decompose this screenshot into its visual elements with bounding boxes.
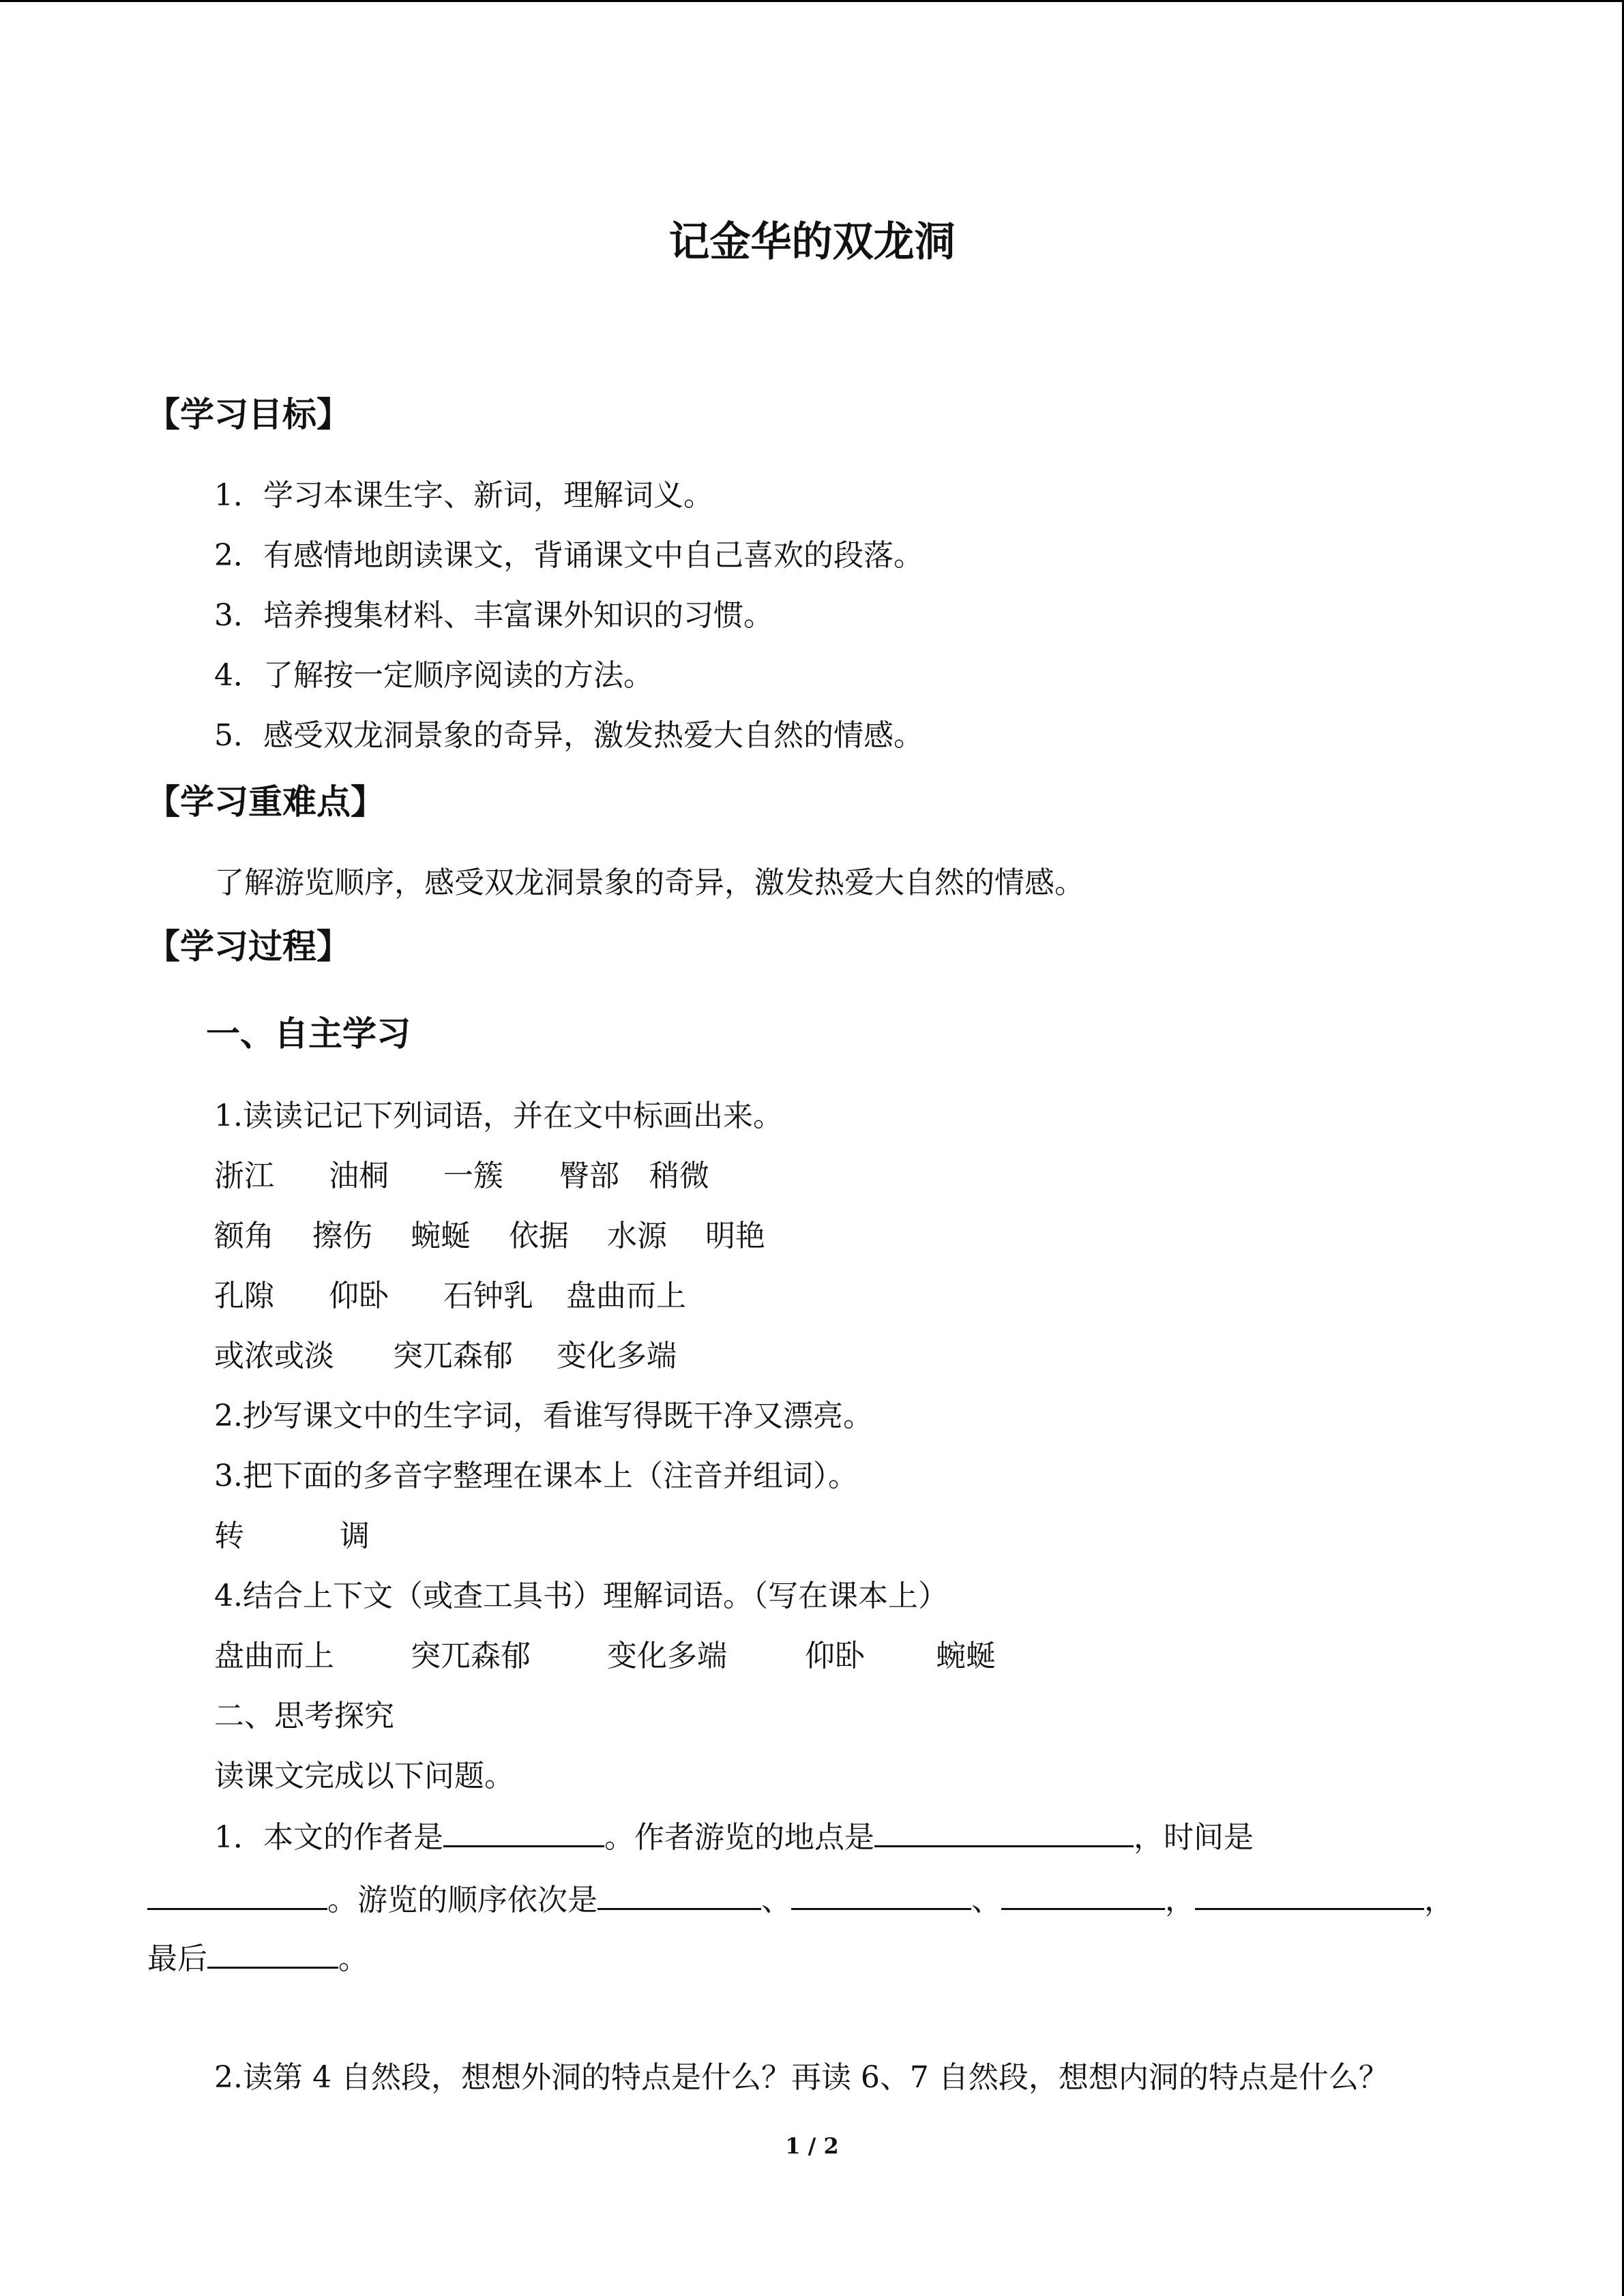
key-points-text: 了解游览顺序，感受双龙洞景象的奇异，激发热爱大自然的情感。 [214, 865, 1084, 900]
explore-heading: 二、思考探究 [214, 1699, 394, 1733]
answer-blank-time[interactable] [147, 1881, 327, 1910]
word-row-2 [214, 1214, 765, 1258]
self-study-heading: 一、自主学习 [206, 1014, 411, 1054]
page-number: 1 / 2 [785, 2133, 839, 2159]
polyphone-row [214, 1515, 370, 1558]
vocab-item: 仰卧 [805, 1639, 865, 1673]
word-row-3 [214, 1274, 686, 1318]
vocab-item: 蜿蜒 [936, 1639, 996, 1673]
task-2: 2.抄写课文中的生字词，看谁写得既干净又漂亮。 [214, 1399, 873, 1433]
vocab-row [214, 1635, 996, 1678]
word-item: 突兀森郁 [393, 1339, 513, 1373]
answer-blank-author[interactable] [443, 1818, 604, 1847]
answer-blank-place[interactable] [874, 1818, 1134, 1847]
word-item: 或浓或淡 [214, 1339, 334, 1373]
word-item: 盘曲而上 [566, 1279, 686, 1313]
word-item: 臀部 [559, 1159, 619, 1193]
word-row-4 [214, 1335, 677, 1378]
word-item: 石钟乳 [443, 1279, 533, 1313]
word-item: 孔隙 [214, 1279, 274, 1313]
q1-text: 。游览的顺序依次是 [327, 1883, 597, 1918]
word-item: 蜿蜒 [411, 1219, 471, 1253]
objective-item: 5．感受双龙洞景象的奇异，激发热爱大自然的情感。 [214, 718, 924, 753]
word-item: 依据 [509, 1219, 569, 1253]
q1-separator: 、 [971, 1883, 1001, 1918]
question-1-line-3 [147, 1937, 368, 1981]
q1-text: 最后 [147, 1941, 207, 1976]
vocab-item: 盘曲而上 [214, 1639, 334, 1673]
q1-text: 1．本文的作者是 [214, 1820, 443, 1855]
word-item: 明艳 [705, 1219, 765, 1253]
q1-text: 。 [338, 1941, 368, 1976]
word-item: 擦伤 [312, 1219, 372, 1253]
word-item: 浙江 [214, 1159, 274, 1193]
answer-blank-order-2[interactable] [791, 1881, 971, 1910]
word-row-1 [214, 1154, 709, 1198]
word-item: 仰卧 [329, 1279, 389, 1313]
question-2: 2.读第 4 自然段，想想外洞的特点是什么？再读 6、7 自然段，想想内洞的特点是什么？ [214, 2060, 1389, 2095]
objective-item: 1．学习本课生字、新词，理解词义。 [214, 478, 713, 513]
explore-intro: 读课文完成以下问题。 [214, 1759, 514, 1793]
vocab-item: 变化多端 [607, 1639, 727, 1673]
answer-blank-order-3[interactable] [1001, 1881, 1165, 1910]
task-1: 1.读读记记下列词语，并在文中标画出来。 [214, 1099, 783, 1133]
task-4: 4.结合上下文（或查工具书）理解词语。（写在课本上） [214, 1579, 948, 1613]
word-item: 稍微 [649, 1159, 709, 1193]
word-item: 一簇 [443, 1159, 503, 1193]
objective-item: 4．了解按一定顺序阅读的方法。 [214, 658, 653, 693]
objectives-heading: 【学习目标】 [146, 395, 351, 434]
key-points-heading: 【学习重难点】 [146, 782, 385, 822]
objective-item: 2．有感情地朗读课文，背诵课文中自己喜欢的段落。 [214, 538, 924, 573]
word-item: 水源 [607, 1219, 667, 1253]
word-item: 油桐 [329, 1159, 389, 1193]
polyphone-item: 转 [214, 1519, 244, 1553]
question-1-line-1 [214, 1816, 1254, 1860]
answer-blank-last[interactable] [207, 1939, 338, 1969]
polyphone-item: 调 [340, 1519, 370, 1553]
vocab-item: 突兀森郁 [411, 1639, 531, 1673]
q1-text: 。作者游览的地点是 [604, 1820, 874, 1855]
page-title: 记金华的双龙洞 [668, 218, 956, 266]
task-3: 3.把下面的多音字整理在课本上（注音并组词）。 [214, 1459, 858, 1493]
q1-text: ，时间是 [1134, 1820, 1254, 1855]
question-1-line-2 [147, 1879, 1454, 1922]
answer-blank-order-4[interactable] [1195, 1881, 1424, 1910]
q1-separator: ， [1424, 1883, 1454, 1918]
process-heading: 【学习过程】 [146, 927, 351, 966]
q1-separator: 、 [761, 1883, 791, 1918]
word-item: 变化多端 [557, 1339, 677, 1373]
objective-item: 3．培养搜集材料、丰富课外知识的习惯。 [214, 598, 773, 633]
q1-separator: ， [1165, 1883, 1195, 1918]
word-item: 额角 [214, 1219, 274, 1253]
answer-blank-order-1[interactable] [597, 1881, 761, 1910]
